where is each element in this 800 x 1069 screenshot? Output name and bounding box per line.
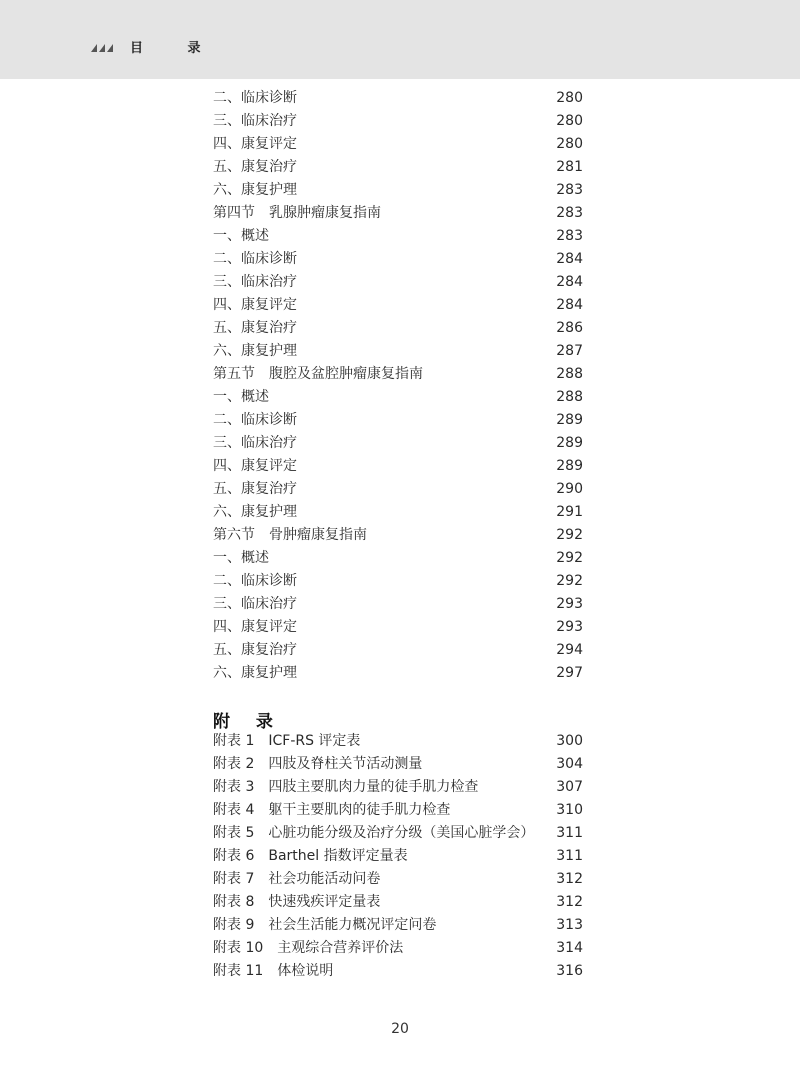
toc-entry-page: 284 — [556, 297, 583, 313]
toc-entry[interactable] — [213, 616, 583, 639]
toc-entry[interactable] — [213, 730, 583, 753]
toc-entry-label: 二、临床诊断 — [213, 573, 297, 589]
toc-entry[interactable] — [213, 409, 583, 432]
toc-entry-label: 附表 2 四肢及脊柱关节活动测量 — [213, 756, 423, 772]
page-header — [0, 0, 800, 79]
toc-entry-label: 六、康复护理 — [213, 504, 297, 520]
triangle-icon — [99, 44, 105, 52]
toc-entry-label: 附表 1 ICF-RS 评定表 — [213, 733, 361, 749]
toc-entry[interactable] — [213, 363, 583, 386]
triangle-icon — [107, 44, 113, 52]
toc-entry[interactable] — [213, 271, 583, 294]
toc-entry[interactable] — [213, 822, 583, 845]
toc-entry[interactable] — [213, 639, 583, 662]
toc-entry-label: 五、康复治疗 — [213, 320, 297, 336]
toc-entry-page: 297 — [556, 665, 583, 681]
toc-entry-label: 四、康复评定 — [213, 619, 297, 635]
triangle-icon — [91, 44, 97, 52]
toc-entry-label: 二、临床诊断 — [213, 251, 297, 267]
toc-entry-page: 280 — [556, 113, 583, 129]
toc-entry[interactable] — [213, 547, 583, 570]
toc-entry-label: 四、康复评定 — [213, 458, 297, 474]
header-triangle-icons — [91, 40, 113, 52]
toc-entry[interactable] — [213, 868, 583, 891]
toc-entry-page: 286 — [556, 320, 583, 336]
toc-entry[interactable] — [213, 960, 583, 983]
toc-entry-label: 附表 8 快速残疾评定量表 — [213, 894, 381, 910]
toc-entry-page: 290 — [556, 481, 583, 497]
toc-entry[interactable] — [213, 478, 583, 501]
toc-entry[interactable] — [213, 179, 583, 202]
toc-entry-page: 281 — [556, 159, 583, 175]
toc-entry-page: 283 — [556, 205, 583, 221]
toc-entry-label: 附表 3 四肢主要肌肉力量的徒手肌力检查 — [213, 779, 479, 795]
toc-entry-label: 附表 5 心脏功能分级及治疗分级（美国心脏学会） — [213, 825, 535, 841]
toc-entry-page: 280 — [556, 90, 583, 106]
toc-entry-page: 284 — [556, 251, 583, 267]
toc-entry-page: 283 — [556, 228, 583, 244]
toc-entry-page: 311 — [556, 848, 583, 864]
toc-entry[interactable] — [213, 914, 583, 937]
toc-entry-label: 三、临床治疗 — [213, 274, 297, 290]
toc-entry-label: 六、康复护理 — [213, 182, 297, 198]
toc-entry[interactable] — [213, 432, 583, 455]
toc-entry-label: 附表 4 躯干主要肌肉的徒手肌力检查 — [213, 802, 451, 818]
toc-entry[interactable] — [213, 225, 583, 248]
toc-entry-label: 五、康复治疗 — [213, 159, 297, 175]
toc-list — [213, 87, 583, 685]
toc-entry-label: 三、临床治疗 — [213, 435, 297, 451]
toc-entry[interactable] — [213, 386, 583, 409]
toc-entry-label: 一、概述 — [213, 228, 269, 244]
toc-entry[interactable] — [213, 593, 583, 616]
toc-entry[interactable] — [213, 340, 583, 363]
toc-entry[interactable] — [213, 87, 583, 110]
toc-entry[interactable] — [213, 248, 583, 271]
toc-entry-page: 292 — [556, 527, 583, 543]
toc-entry[interactable] — [213, 776, 583, 799]
toc-entry[interactable] — [213, 845, 583, 868]
toc-entry[interactable] — [213, 570, 583, 593]
toc-entry-page: 310 — [556, 802, 583, 818]
toc-entry-label: 六、康复护理 — [213, 665, 297, 681]
toc-entry[interactable] — [213, 753, 583, 776]
toc-entry-label: 附表 11 体检说明 — [213, 963, 334, 979]
toc-entry-page: 311 — [556, 825, 583, 841]
toc-entry-page: 293 — [556, 619, 583, 635]
toc-entry-page: 289 — [556, 458, 583, 474]
toc-entry-label: 附表 7 社会功能活动问卷 — [213, 871, 381, 887]
toc-entry-page: 288 — [556, 366, 583, 382]
toc-entry-page: 307 — [556, 779, 583, 795]
toc-entry-label: 第六节 骨肿瘤康复指南 — [213, 527, 367, 543]
toc-entry-label: 附表 6 Barthel 指数评定量表 — [213, 848, 408, 864]
toc-entry-page: 292 — [556, 573, 583, 589]
toc-entry-page: 280 — [556, 136, 583, 152]
appendix-list — [213, 730, 583, 983]
toc-entry-page: 316 — [556, 963, 583, 979]
toc-entry[interactable] — [213, 891, 583, 914]
toc-entry-page: 288 — [556, 389, 583, 405]
toc-entry[interactable] — [213, 937, 583, 960]
toc-entry-label: 二、临床诊断 — [213, 412, 297, 428]
toc-entry-page: 312 — [556, 871, 583, 887]
toc-entry[interactable] — [213, 524, 583, 547]
toc-entry-page: 287 — [556, 343, 583, 359]
toc-entry-page: 289 — [556, 435, 583, 451]
toc-entry-page: 304 — [556, 756, 583, 772]
page-number: 20 — [391, 1021, 409, 1037]
toc-entry-label: 五、康复治疗 — [213, 642, 297, 658]
toc-entry-label: 三、临床治疗 — [213, 113, 297, 129]
toc-entry-page: 294 — [556, 642, 583, 658]
toc-entry-label: 四、康复评定 — [213, 136, 297, 152]
toc-entry-label: 四、康复评定 — [213, 297, 297, 313]
toc-entry-page: 312 — [556, 894, 583, 910]
toc-entry-label: 第五节 腹腔及盆腔肿瘤康复指南 — [213, 366, 423, 382]
toc-entry-label: 二、临床诊断 — [213, 90, 297, 106]
toc-entry-page: 292 — [556, 550, 583, 566]
toc-entry-label: 五、康复治疗 — [213, 481, 297, 497]
toc-entry-page: 289 — [556, 412, 583, 428]
toc-entry-label: 第四节 乳腺肿瘤康复指南 — [213, 205, 381, 221]
toc-entry[interactable] — [213, 110, 583, 133]
toc-entry-page: 313 — [556, 917, 583, 933]
toc-entry[interactable] — [213, 202, 583, 225]
toc-entry[interactable] — [213, 317, 583, 340]
header-title: 目 录 — [130, 41, 221, 56]
toc-entry-label: 附表 9 社会生活能力概况评定问卷 — [213, 917, 437, 933]
toc-entry-page: 284 — [556, 274, 583, 290]
toc-entry-label: 三、临床治疗 — [213, 596, 297, 612]
toc-entry[interactable] — [213, 294, 583, 317]
toc-entry-page: 300 — [556, 733, 583, 749]
toc-entry-label: 附表 10 主观综合营养评价法 — [213, 940, 404, 956]
toc-entry-page: 283 — [556, 182, 583, 198]
toc-entry-label: 一、概述 — [213, 550, 269, 566]
toc-entry[interactable] — [213, 501, 583, 524]
toc-entry-page: 314 — [556, 940, 583, 956]
toc-entry[interactable] — [213, 799, 583, 822]
toc-entry-label: 六、康复护理 — [213, 343, 297, 359]
toc-entry-page: 291 — [556, 504, 583, 520]
toc-entry[interactable] — [213, 133, 583, 156]
appendix-heading: 附 录 — [213, 712, 283, 732]
toc-entry[interactable] — [213, 156, 583, 179]
toc-entry-page: 293 — [556, 596, 583, 612]
toc-entry[interactable] — [213, 455, 583, 478]
toc-entry[interactable] — [213, 662, 583, 685]
toc-entry-label: 一、概述 — [213, 389, 269, 405]
